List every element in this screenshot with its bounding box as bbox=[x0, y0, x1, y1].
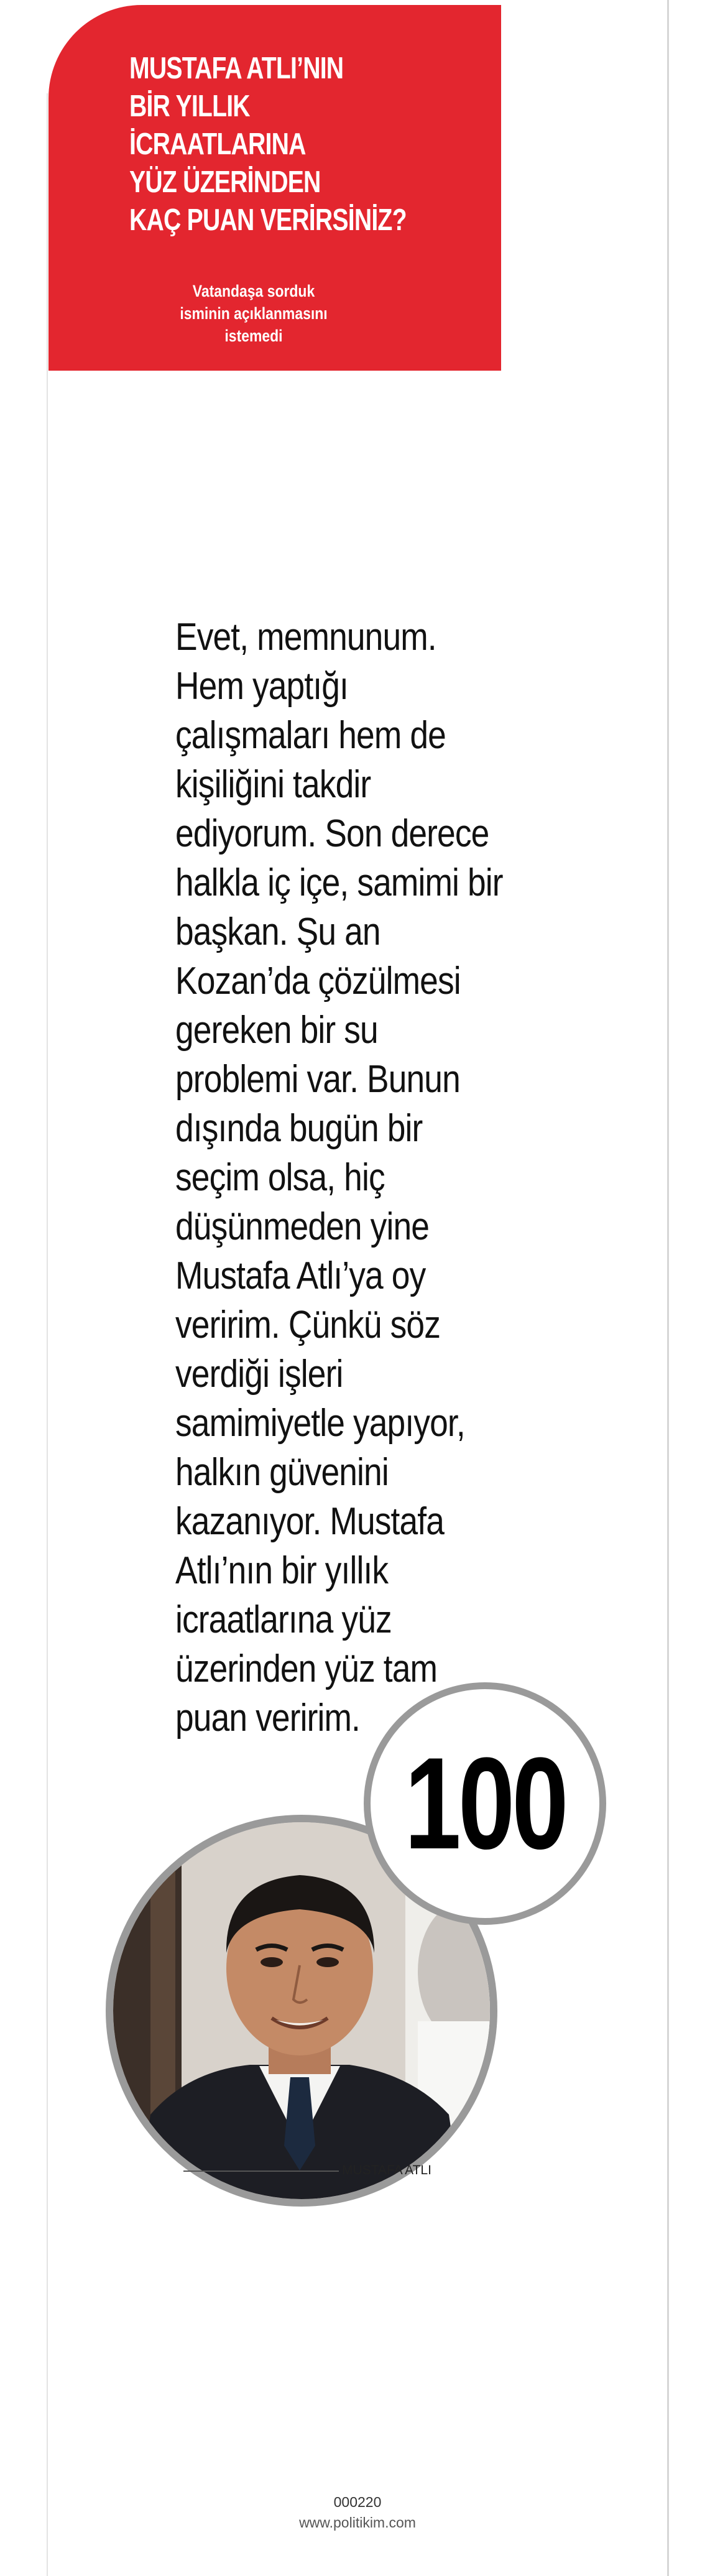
headline-title: MUSTAFA ATLI’NIN BİR YILLIK İCRAATLARINA YÜZ ÜZERİNDEN KAÇ PUAN VERİRSİNİZ? bbox=[129, 52, 407, 237]
headline-subtitle: Vatandaşa sorduk isminin açıklanmasını istemedi bbox=[180, 282, 328, 345]
citizen-quote: Evet, memnunum. Hem yaptığı çalışmaları hem de kişiliğini takdir ediyorum. Son derece halkla iç içe, samimi bir başkan. Şu an Kozan’da çözülmesi gereken bir su problemi var. Bunun dışında bugün bir seçim olsa, hiç düşünmeden yine Mustafa Atlı’ya oy veririm. Çünkü söz verdiği işleri samimiyetle yapıyor, halkın güvenini kazanıyor. Mustafa Atlı’nın bir yıllık icraatlarına yüz üzerinden yüz tam puan veririm. bbox=[175, 616, 503, 1740]
frame-right-rule bbox=[667, 0, 669, 2576]
caption-divider bbox=[183, 2171, 339, 2172]
page-code: 000220 bbox=[333, 2494, 382, 2510]
score-badge bbox=[364, 1682, 606, 1925]
photo-caption: MUSTAFA ATLI bbox=[342, 2163, 431, 2177]
website-url: www.politikim.com bbox=[299, 2514, 416, 2531]
frame-left-rule bbox=[47, 93, 48, 2576]
headline-banner bbox=[48, 5, 501, 371]
score-value: 100 bbox=[404, 1730, 566, 1876]
